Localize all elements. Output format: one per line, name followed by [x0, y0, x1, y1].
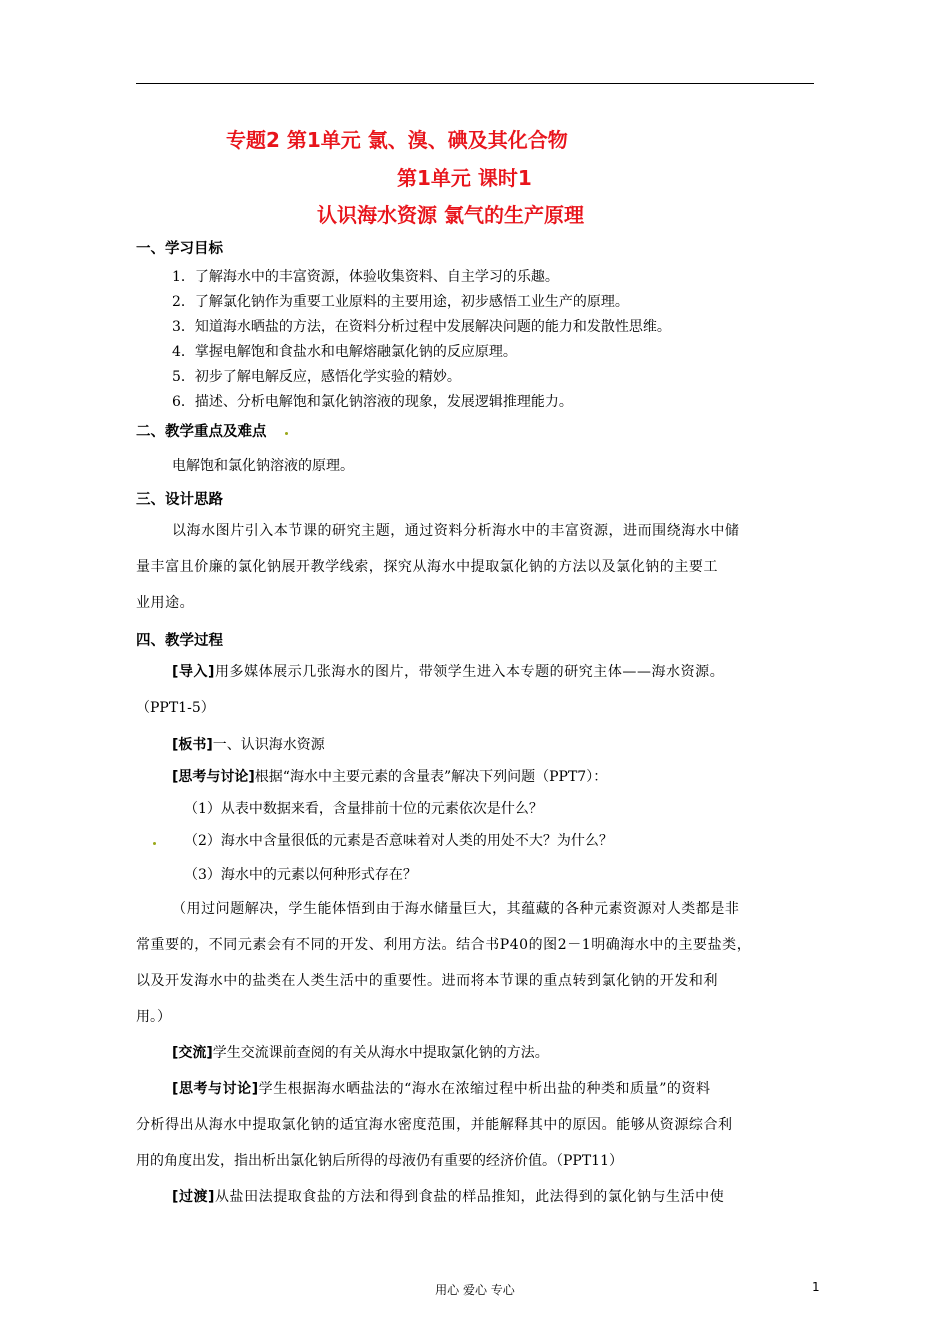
think-text: 根据“海水中主要元素的含量表”解决下列问题（PPT7）：: [254, 769, 608, 785]
board-text: 一、认识海水资源: [212, 737, 325, 753]
think-line: [172, 766, 607, 786]
intro-ref: （PPT1-5）: [136, 700, 215, 716]
tag-exchange: [交流]: [172, 1045, 213, 1061]
intro-text: 用多媒体展示几张海水的图片，带领学生进入本专题的研究主体——海水资源。: [215, 664, 725, 680]
stray-dot: [153, 842, 156, 845]
think2-line: [172, 1078, 711, 1098]
tag-transition: [过渡]: [172, 1189, 215, 1205]
section1-heading: 一、学习目标: [136, 241, 223, 257]
page-footer: 用心 爱心 专心: [435, 1283, 515, 1297]
exchange-text: 学生交流课前查阅的有关从海水中提取氯化钠的方法。: [212, 1045, 549, 1061]
question-item: （3）海水中的元素以何种形式存在？: [184, 867, 417, 883]
tag-think2: [思考与讨论]: [172, 1081, 259, 1097]
objective-item: 2．了解氯化钠作为重要工业原料的主要用途，初步感悟工业生产的原理。: [172, 294, 629, 310]
design-line: 业用途。: [136, 595, 195, 611]
think2-line: 用的角度出发，指出析出氯化钠后所得的母液仍有重要的经济价值。（PPT11）: [136, 1153, 623, 1169]
section4-heading: 四、教学过程: [136, 633, 223, 649]
page-number: 1: [812, 1280, 820, 1294]
board-line: [172, 734, 325, 754]
objective-item: 4．掌握电解饱和食盐水和电解熔融氯化钠的反应原理。: [172, 344, 517, 360]
analysis-line: 常重要的，不同元素会有不同的开发、利用方法。结合书P40的图2－1明确海水中的主要盐类，: [136, 937, 752, 953]
title-topic: 专题2 第1单元 氯、溴、碘及其化合物: [226, 128, 568, 152]
objective-item: 3．知道海水晒盐的方法，在资料分析过程中发展解决问题的能力和发散性思维。: [172, 319, 671, 335]
analysis-line: （用过问题解决，学生能体悟到由于海水储量巨大，其蕴藏的各种元素资源对人类都是非: [172, 901, 740, 917]
stray-dot: [285, 432, 288, 435]
header-rule: [136, 83, 814, 84]
tag-think: [思考与讨论]: [172, 769, 255, 785]
question-item: （2）海水中含量很低的元素是否意味着对人类的用处不大？为什么？: [184, 833, 613, 849]
section2-heading: 二、教学重点及难点: [136, 424, 267, 440]
objective-item: 1．了解海水中的丰富资源，体验收集资料、自主学习的乐趣。: [172, 269, 559, 285]
design-line: 以海水图片引入本节课的研究主题，通过资料分析海水中的丰富资源，进而围绕海水中储: [172, 523, 740, 539]
analysis-line: 以及开发海水中的盐类在人类生活中的重要性。进而将本节课的重点转到氯化钠的开发和利: [136, 973, 718, 989]
transition-line: [172, 1186, 724, 1206]
exchange-line: [172, 1042, 549, 1062]
analysis-line: 用。）: [136, 1009, 171, 1025]
section3-heading: 三、设计思路: [136, 492, 223, 508]
question-item: （1）从表中数据来看，含量排前十位的元素依次是什么？: [184, 801, 543, 817]
intro-paragraph: [172, 661, 724, 681]
title-lesson: 第1单元 课时1: [397, 166, 532, 190]
tag-intro: [导入]: [172, 664, 215, 680]
transition-text: 从盐田法提取食盐的方法和得到食盐的样品推知，此法得到的氯化钠与生活中使: [215, 1189, 725, 1205]
key-point-text: 电解饱和氯化钠溶液的原理。: [172, 458, 354, 474]
think2-line: 分析得出从海水中提取氯化钠的适宜海水密度范围，并能解释其中的原因。能够从资源综合利: [136, 1117, 733, 1133]
objective-item: 6．描述、分析电解饱和氯化钠溶液的现象，发展逻辑推理能力。: [172, 394, 573, 410]
title-subject: 认识海水资源 氯气的生产原理: [317, 203, 584, 227]
design-line: 量丰富且价廉的氯化钠展开教学线索，探究从海水中提取氯化钠的方法以及氯化钠的主要工: [136, 559, 718, 575]
think2-text: 学生根据海水晒盐法的“海水在浓缩过程中析出盐的种类和质量”的资料: [258, 1081, 711, 1097]
objective-item: 5．初步了解电解反应，感悟化学实验的精妙。: [172, 369, 461, 385]
tag-board: [板书]: [172, 737, 213, 753]
